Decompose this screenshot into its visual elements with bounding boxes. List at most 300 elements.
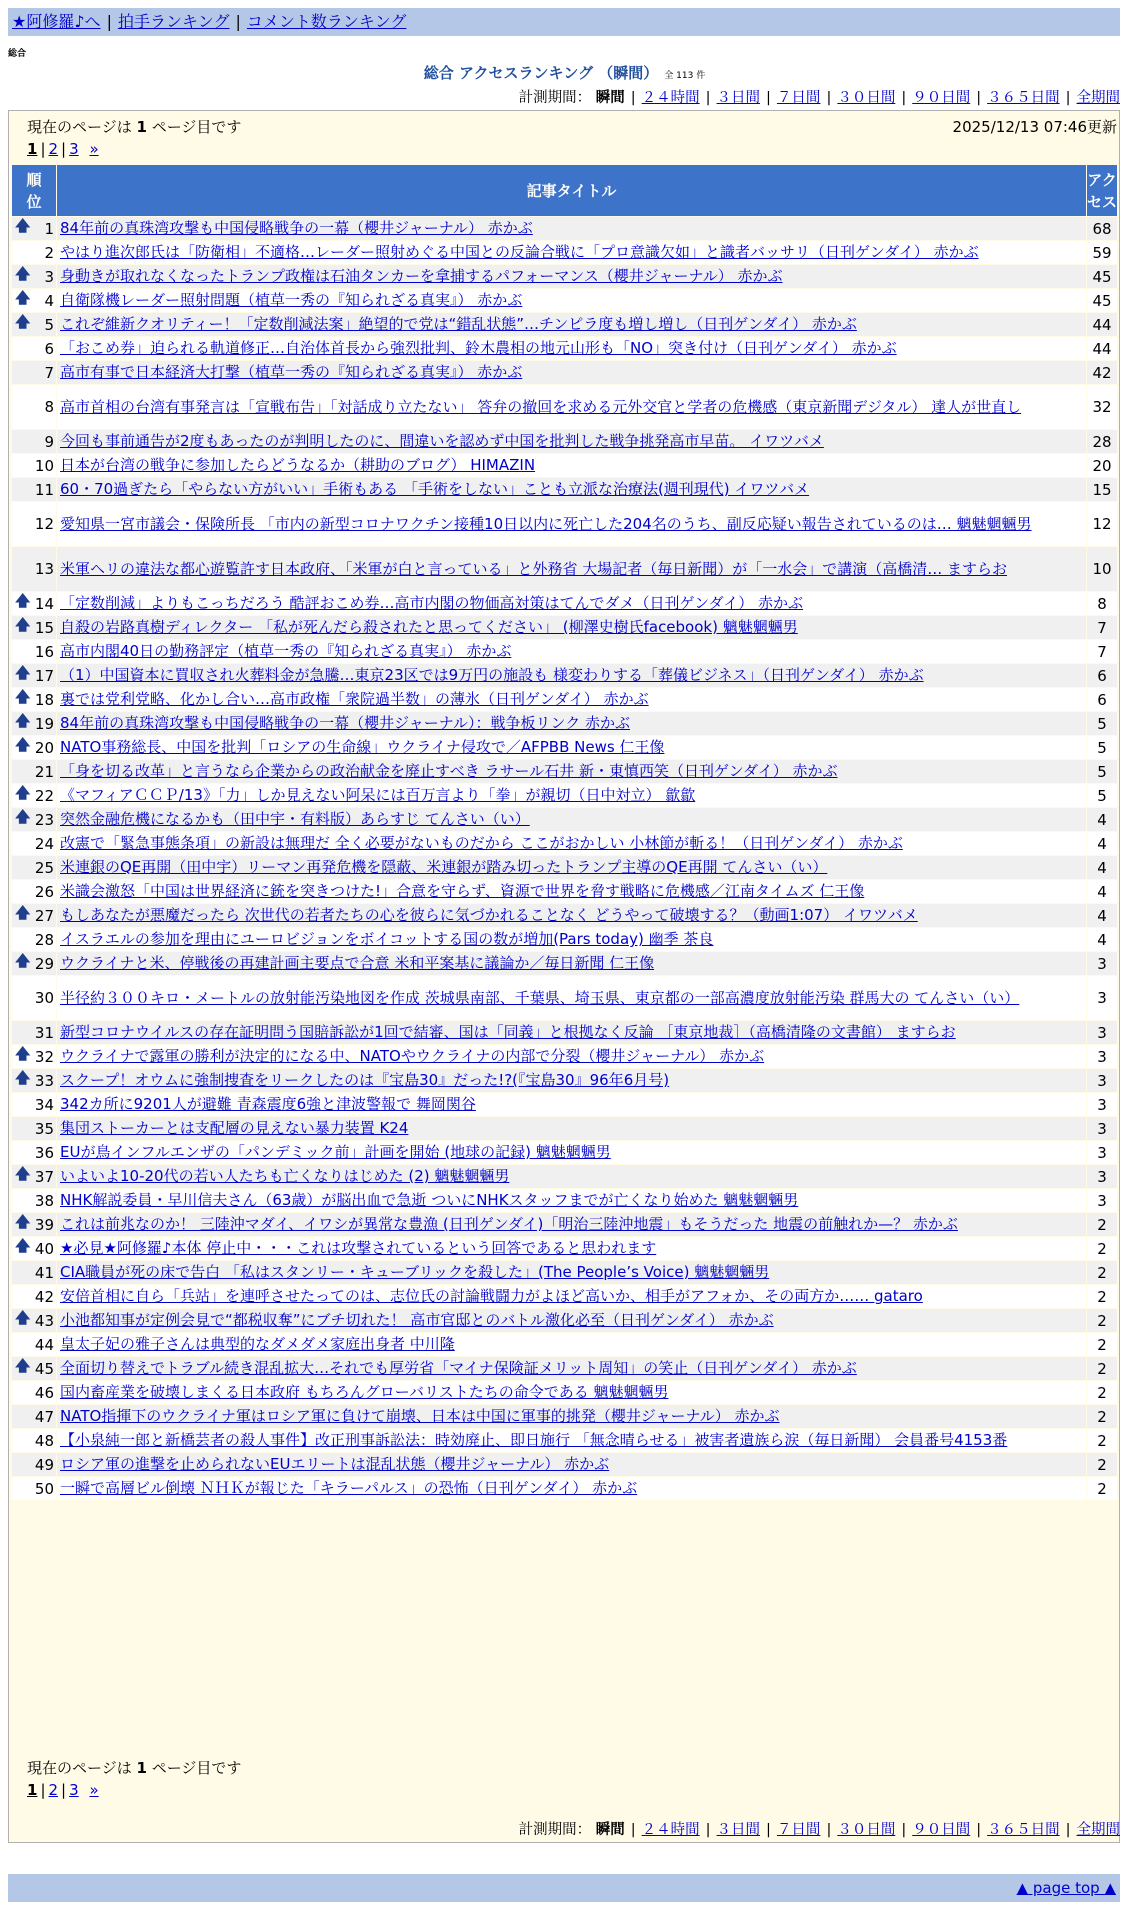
period-link-30d[interactable]: ３０日間 [837,90,896,106]
access-count: 2 [1087,1309,1117,1332]
ranking-panel [8,110,1120,1843]
access-count: 42 [1087,361,1117,384]
article-title-link[interactable]: 「定数削減」よりもこっちだろう 酷評おこめ券…高市内閣の物価高対策はてんでダメ（日刊ゲンダイ） 赤かぶ [60,594,804,612]
period-link-3d[interactable]: ３日間 [716,1822,761,1838]
applause-ranking-link[interactable]: 拍手ランキング [117,12,230,31]
nav-separator: | [106,12,112,31]
table-row [12,1429,1117,1452]
rank-number: 49 [34,1455,54,1474]
table-row [12,928,1117,951]
up-arrow-icon: 🡅 [15,1235,31,1254]
rank-cell [12,976,56,1020]
article-title-link[interactable]: ウクライナで露軍の勝利が決定的になる中、NATOやウクライナの内部で分裂（櫻井ジャーナル） 赤かぶ [60,1047,765,1065]
title-cell [57,241,1086,264]
rank-number: 35 [34,1119,54,1138]
rank-number: 7 [44,363,54,382]
access-count: 45 [1087,265,1117,288]
up-arrow-icon: 🡅 [15,1043,31,1062]
table-header-row [12,165,1117,216]
rank-number: 23 [34,810,54,829]
title-cell [57,385,1086,429]
home-link[interactable]: ★阿修羅♪へ [12,12,101,31]
article-title-link[interactable]: NATO指揮下のウクライナ軍はロシア軍に負けて崩壊、日本は中国に軍事的挑発（櫻井ジャーナル） 赤かぶ [60,1407,780,1425]
table-row [12,1021,1117,1044]
up-arrow-icon: 🡅 [15,1067,31,1086]
table-row [12,856,1117,879]
article-title-link[interactable]: 集団ストーカーとは支配層の見えない暴力装置 K24 [60,1119,409,1137]
rank-number: 36 [34,1143,54,1162]
period-separator: | [766,90,771,106]
rank-cell [12,784,56,807]
article-title-link[interactable]: 新型コロナウイルスの存在証明問う国賠訴訟が1回で結審、国は「同義」と根拠なく反論 ［東京地裁］（高橋清隆の文書館） ますらお [60,1023,956,1041]
rank-number: 1 [44,219,54,238]
rank-number: 17 [34,666,54,685]
pager-separator: | [40,1781,46,1799]
title-cell [57,712,1086,735]
rank-number: 13 [34,560,54,578]
title-cell [57,1141,1086,1164]
article-title-link[interactable]: いよいよ10-20代の若い人たちも亡くなりはじめた (2) 魑魅魍魎男 [60,1167,510,1185]
pager-link-3[interactable]: 3 [69,140,79,158]
pager-separator: | [61,1781,67,1799]
access-count: 3 [1087,1165,1117,1188]
up-arrow-icon: 🡅 [15,662,31,681]
article-title-link[interactable]: 高市首相の台湾有事発言は「宣戦布告」「対話成り立たない」 答弁の撤回を求める元外交官と学者の危機感（東京新聞デジタル） 達人が世直し [60,397,1022,416]
pager-next[interactable]: » [89,140,99,158]
access-count: 2 [1087,1357,1117,1380]
up-arrow-icon: 🡅 [15,287,31,306]
table-row [12,1141,1117,1164]
access-count: 5 [1087,712,1117,735]
period-separator: | [826,1822,832,1838]
article-title-link[interactable]: 突然金融危機になるかも（田中宇・有料版）あらすじ てんさい（い） [60,810,530,828]
up-arrow-icon: 🡅 [15,734,31,753]
title-cell [57,640,1086,663]
article-title-link[interactable]: 高市内閣40日の勤務評定（植草一秀の『知られざる真実』） 赤かぶ [60,642,512,660]
title-cell [57,337,1086,360]
rank-cell [12,313,56,336]
rank-cell [12,952,56,975]
period-link-3d[interactable]: ３日間 [716,90,761,106]
period-label: 計測期間： [518,90,592,106]
ranking-table-body [12,217,1117,1500]
page-info-top [27,116,241,137]
title-cell [57,1261,1086,1284]
rank-number: 10 [34,456,54,475]
rank-cell [12,1069,56,1092]
article-title-link[interactable]: 米識会激怒「中国は世界経済に銃を突きつけた!」合意を守らず、資源で世界を脅す戦略に危機感／江南タイムズ 仁王像 [60,882,865,900]
access-count: 4 [1087,928,1117,951]
period-separator: | [630,90,636,106]
table-row [12,832,1117,855]
access-count: 2 [1087,1405,1117,1428]
title-cell [57,1357,1086,1380]
updated-timestamp: 2025/12/13 07:46更新 [952,118,1117,136]
table-row [12,616,1117,639]
rank-number: 31 [34,1023,54,1042]
rank-number: 29 [34,954,54,973]
up-arrow-icon: 🡅 [15,950,31,969]
article-title-link[interactable]: ロシア軍の進撃を止められないEUエリートは混乱状態（櫻井ジャーナル） 赤かぶ [60,1455,610,1473]
rank-cell [12,1381,56,1404]
rank-number: 20 [34,738,54,757]
table-row [12,1093,1117,1116]
access-count: 5 [1087,760,1117,783]
table-row [12,337,1117,360]
table-row [12,454,1117,477]
period-link-all[interactable]: 全期間 [1076,90,1120,106]
nav-separator: | [235,12,241,31]
article-title-link[interactable]: NATO事務総長、中国を批判「ロシアの生命線」ウクライナ侵攻で／AFPBB News 仁王像 [60,738,665,756]
rank-cell [12,832,56,855]
article-title-link[interactable]: やはり進次郎氏は「防衛相」不適格…レーダー照射めぐる中国との反論合戦に「プロ意識欠如」と識者バッサリ（日刊ゲンダイ） 赤かぶ [60,243,979,261]
title-cell [57,1165,1086,1188]
rank-cell [12,361,56,384]
article-title-link[interactable]: 日本が台湾の戦争に参加したらどうなるか（耕助のブログ） HIMAZIN [60,456,536,474]
title-cell [57,361,1086,384]
article-title-link[interactable]: 国内畜産業を破壊しまくる日本政府 もちろんグローバリストたちの命令である 魑魅魍魎男 [60,1383,669,1401]
page-info-suffix: ページ目です [151,118,242,136]
article-title-link[interactable]: これは前兆なのか！ 三陸沖マダイ、イワシが異常な豊漁 (日刊ゲンダイ)「明治三陸沖地震」もそうだった 地震の前触れか—？ 赤かぶ [60,1215,958,1233]
title-cell [57,1189,1086,1212]
rank-number: 34 [34,1095,54,1114]
table-row [12,1165,1117,1188]
rank-number: 43 [34,1311,54,1330]
access-count: 2 [1087,1477,1117,1500]
rank-cell [12,1093,56,1116]
rank-cell [12,1477,56,1500]
rank-cell [12,664,56,687]
period-link-90d[interactable]: ９０日間 [912,1822,971,1838]
period-selector-top [519,86,1120,107]
article-title-link[interactable]: もしあなたが悪魔だったら 次世代の若者たちの心を彼らに気づかれることなく どうやって破壊する？（動画1:07） イワツバメ [60,906,918,924]
access-count: 59 [1087,241,1117,264]
table-row [12,1333,1117,1356]
access-count: 2 [1087,1333,1117,1356]
article-title-link[interactable]: CIA職員が死の床で告白 「私はスタンリー・キューブリックを殺した」(The People’s Voice) 魑魅魍魎男 [60,1263,770,1281]
article-title-link[interactable]: 米軍ヘリの違法な都心遊覧許す日本政府、「米軍が白と言っている」と外務省 大場記者（毎日新聞）が「一水会」で講演（高橋清… ますらお [60,559,1008,578]
table-row [12,664,1117,687]
article-title-link[interactable]: 皇太子妃の雅子さんは典型的なダメダメ家庭出身者 中川隆 [60,1335,455,1353]
access-count: 4 [1087,904,1117,927]
access-count: 20 [1087,454,1117,477]
table-row [12,688,1117,711]
rank-cell [12,928,56,951]
title-cell [57,1213,1086,1236]
access-count: 2 [1087,1285,1117,1308]
rank-cell [12,478,56,501]
up-arrow-icon: 🡅 [15,710,31,729]
up-arrow-icon: 🡅 [15,686,31,705]
rank-number: 39 [34,1215,54,1234]
period-link-365d[interactable]: ３６５日間 [987,1822,1060,1838]
title-cell [57,1309,1086,1332]
title-cell [57,1069,1086,1092]
table-row [12,1045,1117,1068]
column-header-title: 記事タイトル [57,165,1086,216]
article-title-link[interactable]: 「おこめ券」迫られる軌道修正…自治体首長から強烈批判、鈴木農相の地元山形も「NO」突き付け（日刊ゲンダイ） 赤かぶ [60,339,897,357]
page-info-prefix: 現在のページは [27,1759,132,1777]
access-count: 45 [1087,289,1117,312]
period-separator: | [901,90,907,106]
pager-link-3[interactable]: 3 [69,1781,79,1799]
period-link-365d[interactable]: ３６５日間 [987,90,1060,106]
article-title-link[interactable]: 高市有事で日本経済大打撃（植草一秀の『知られざる真実』） 赤かぶ [60,363,523,381]
rank-number: 4 [44,291,54,310]
table-row [12,1117,1117,1140]
article-title-link[interactable]: ウクライナと米、停戦後の再建計画主要点で合意 米和平案基に議論か／毎日新聞 仁王像 [60,954,655,972]
rank-number: 2 [44,243,54,262]
table-row [12,808,1117,831]
article-title-link[interactable]: 改憲で「緊急事態条項」の新設は無理だ 全く必要がないものだから ここがおかしい 小林節が斬る！（日刊ゲンダイ） 赤かぶ [60,834,903,852]
pager-separator: | [61,140,67,158]
period-link-7d[interactable]: ７日間 [776,1822,821,1838]
period-label: 計測期間： [518,1822,592,1838]
title-cell [57,592,1086,615]
pager-next[interactable]: » [89,1781,99,1799]
table-row [12,265,1117,288]
access-count: 4 [1087,832,1117,855]
access-count: 44 [1087,337,1117,360]
article-title-link[interactable]: 自殺の岩路真樹ディレクター 「私が死んだら殺されたと思ってください」 (柳澤史樹氏facebook) 魑魅魍魎男 [60,618,798,636]
up-arrow-icon: 🡅 [15,782,31,801]
rank-cell [12,904,56,927]
table-row [12,502,1117,546]
rank-cell [12,1309,56,1332]
rank-number: 47 [34,1407,54,1426]
access-count: 7 [1087,640,1117,663]
article-title-link[interactable]: 「身を切る改革」と言うなら企業からの政治献金を廃止すべき ラサール石井 新・東慎西笑（日刊ゲンダイ） 赤かぶ [60,762,838,780]
title-cell [57,976,1086,1020]
column-header-rank: 順 位 [12,165,56,216]
access-count: 2 [1087,1261,1117,1284]
title-cell [57,928,1086,951]
rank-cell [12,1333,56,1356]
title-cell [57,904,1086,927]
rank-cell [12,1453,56,1476]
rank-cell [12,880,56,903]
article-title-link[interactable]: イスラエルの参加を理由にユーロビジョンをボイコットする国の数が増加(Pars today) 幽季 茶良 [60,930,714,948]
article-title-link[interactable]: 84年前の真珠湾攻撃も中国侵略戦争の一幕（櫻井ジャーナル）：戦争板リンク 赤かぶ [60,714,631,732]
rank-cell [12,712,56,735]
table-row [12,430,1117,453]
rank-cell [12,1261,56,1284]
table-row [12,1453,1117,1476]
rank-number: 21 [34,762,54,781]
period-link-all[interactable]: 全期間 [1076,1822,1120,1838]
article-title-link[interactable]: EUが鳥インフルエンザの「パンデミック前」計画を開始 (地球の記録) 魑魅魍魎男 [60,1143,611,1161]
access-count: 6 [1087,688,1117,711]
up-arrow-icon: 🡅 [15,590,31,609]
access-count: 28 [1087,430,1117,453]
title-cell [57,736,1086,759]
pager-separator: | [40,140,46,158]
pager-link-2[interactable]: 2 [48,140,59,158]
rank-cell [12,760,56,783]
title-cell [57,1093,1086,1116]
rank-cell [12,1045,56,1068]
table-row [12,1189,1117,1212]
page-top-link[interactable]: ▲ page top ▲ [1016,1879,1116,1897]
access-count: 5 [1087,736,1117,759]
pager-current: 1 [27,1781,38,1799]
article-title-link[interactable]: 【小泉純一郎と新橋芸者の殺人事件】改正刑事訴訟法：時効廃止、即日施行 「無念晴らせる」被害者遺族ら涙（毎日新聞） 会員番号4153番 [60,1431,1008,1449]
rank-number: 42 [34,1287,54,1306]
comment-ranking-link[interactable]: コメント数ランキング [246,12,407,31]
article-title-link[interactable]: 身動きが取れなくなったトランプ政権は石油タンカーを拿捕するパフォーマンス（櫻井ジャーナル） 赤かぶ [60,267,783,285]
rank-cell [12,502,56,546]
rank-cell [12,736,56,759]
access-count: 3 [1087,1141,1117,1164]
article-title-link[interactable]: 安倍首相に自ら「兵站」を連呼させたってのは、志位氏の討論戦闘力がよほど高いか、相手がアフォか、その両方か…… gataro [60,1287,923,1305]
table-row [12,1381,1117,1404]
rank-cell [12,592,56,615]
rank-cell [12,430,56,453]
table-row [12,904,1117,927]
table-row [12,361,1117,384]
title-cell [57,688,1086,711]
title-cell [57,1117,1086,1140]
rank-cell [12,856,56,879]
up-arrow-icon: 🡅 [15,902,31,921]
article-title-link[interactable]: 小池都知事が定例会見で“都税収奪”にブチ切れた！ 高市官邸とのバトル激化必至（日刊ゲンダイ） 赤かぶ [60,1311,774,1329]
rank-number: 45 [34,1359,54,1378]
table-row [12,1069,1117,1092]
article-title-link[interactable]: 半径約３００キロ・メートルの放射能汚染地図を作成 茨城県南部、千葉県、埼玉県、東京都の一部高濃度放射能汚染 群馬大の てんさい（い） [60,988,1020,1007]
title-cell [57,880,1086,903]
rank-number: 37 [34,1167,54,1186]
article-title-link[interactable]: これぞ維新クオリティー！「定数削減法案」絶望的で党は“錯乱状態”…チンピラ度も増し増し（日刊ゲンダイ） 赤かぶ [60,315,857,333]
access-count: 4 [1087,808,1117,831]
table-row [12,1237,1117,1260]
rank-cell [12,1117,56,1140]
title-cell [57,616,1086,639]
article-title-link[interactable]: 米連銀のQE再開（田中宇）リーマン再発危機を隠蔽、米連銀が踏み切ったトランプ主導のQE再開 てんさい（い） [60,858,828,876]
access-count: 8 [1087,592,1117,615]
access-count: 3 [1087,1093,1117,1116]
table-row [12,712,1117,735]
title-cell [57,664,1086,687]
title-cell [57,1237,1086,1260]
access-count: 68 [1087,217,1117,240]
page-info-bottom [27,1757,241,1778]
rank-number: 33 [34,1071,54,1090]
page-info-number: 1 [136,118,147,136]
rank-cell [12,808,56,831]
title-cell [57,313,1086,336]
access-count: 3 [1087,952,1117,975]
table-row [12,784,1117,807]
rank-number: 16 [34,642,54,661]
access-count: 4 [1087,856,1117,879]
title-cell [57,547,1086,591]
rank-number: 32 [34,1047,54,1066]
title-cell [57,952,1086,975]
title-cell [57,265,1086,288]
table-row [12,478,1117,501]
rank-cell [12,265,56,288]
page-title-text: 総合 アクセスランキング （瞬間） [423,64,659,82]
article-title-link[interactable]: 愛知県一宮市議会・保険所長 「市内の新型コロナワクチン接種10日以内に死亡した204名のうち、副反応疑い報告されているのは… 魑魅魍魎男 [60,514,1032,533]
page-info-prefix: 現在のページは [27,118,132,136]
rank-cell [12,241,56,264]
period-link-90d[interactable]: ９０日間 [912,90,971,106]
access-count: 6 [1087,664,1117,687]
rank-cell [12,1357,56,1380]
access-count: 32 [1087,385,1117,429]
rank-number: 26 [34,882,54,901]
period-link-7d[interactable]: ７日間 [776,90,821,106]
access-count: 5 [1087,784,1117,807]
up-arrow-icon: 🡅 [15,311,31,330]
article-title-link[interactable]: 60・70過ぎたら「やらない方がいい」手術もある 「手術をしない」ことも立派な治療法(週刊現代) イワツバメ [60,480,810,498]
period-link-24h[interactable]: ２４時間 [641,90,700,106]
table-row [12,1261,1117,1284]
rank-number: 30 [34,989,54,1007]
article-title-link[interactable]: 《マフィアＣＣＰ/13》「力」しか見えない阿呆には百万言より「拳」が親切（日中対立） 歙歙 [60,786,696,804]
table-row [12,1213,1117,1236]
article-title-link[interactable]: ★必見★阿修羅♪本体 停止中・・・これは攻撃されているという回答であると思われます [60,1239,657,1257]
rank-number: 22 [34,786,54,805]
access-count: 2 [1087,1453,1117,1476]
access-count: 4 [1087,880,1117,903]
access-count: 2 [1087,1237,1117,1260]
title-cell [57,1381,1086,1404]
pager-bottom [27,1781,99,1799]
pager-top [27,140,99,158]
article-title-link[interactable]: NHK解説委員・早川信夫さん（63歳）が脳出血で急逝 ついにNHKスタッフまでが亡くなり始めた 魑魅魍魎男 [60,1191,799,1209]
article-title-link[interactable]: 自衛隊機レーダー照射問題（植草一秀の『知られざる真実』） 赤かぶ [60,291,523,309]
title-cell [57,760,1086,783]
table-row [12,1477,1117,1500]
rank-number: 50 [34,1479,54,1498]
table-row [12,1309,1117,1332]
title-cell [57,808,1086,831]
article-title-link[interactable]: 84年前の真珠湾攻撃も中国侵略戦争の一幕（櫻井ジャーナル） 赤かぶ [60,219,533,237]
rank-cell [12,1189,56,1212]
access-count: 15 [1087,478,1117,501]
title-cell [57,454,1086,477]
period-link-30d[interactable]: ３０日間 [837,1822,896,1838]
rank-cell [12,547,56,591]
article-title-link[interactable]: 全面切り替えでトラブル続き混乱拡大…それでも厚労省「マイナ保険証メリット周知」の笑止（日刊ゲンダイ） 赤かぶ [60,1359,857,1377]
rank-number: 6 [44,339,54,358]
rank-number: 48 [34,1431,54,1450]
rank-cell [12,1141,56,1164]
rank-cell [12,337,56,360]
title-cell [57,1333,1086,1356]
article-title-link[interactable]: スクープ！オウムに強制捜査をリークしたのは『宝島30』だった!?(『宝島30』96年6月号) [60,1071,670,1089]
period-separator: | [976,90,982,106]
title-cell [57,784,1086,807]
article-title-link[interactable]: 342カ所に9201人が避難 青森震度6強と津波警報で 舞岡関谷 [60,1095,476,1113]
period-separator: | [901,1822,907,1838]
title-cell [57,1045,1086,1068]
access-count: 2 [1087,1429,1117,1452]
article-title-link[interactable]: 一瞬で高層ビル倒壊 ＮＨＫが報じた「キラーパルス」の恐怖（日刊ゲンダイ） 赤かぶ [60,1479,638,1497]
title-cell [57,1405,1086,1428]
rank-cell [12,640,56,663]
article-title-link[interactable]: （1）中国資本に買収され火葬料金が急騰…東京23区では9万円の施設も 様変わりする「葬儀ビジネス」（日刊ゲンダイ） 赤かぶ [60,666,924,684]
up-arrow-icon: 🡅 [15,614,31,633]
pager-link-2[interactable]: 2 [48,1781,59,1799]
period-link-24h[interactable]: ２４時間 [641,1822,700,1838]
article-title-link[interactable]: 裏では党利党略、化かし合い…高市政権「衆院過半数」の薄氷（日刊ゲンダイ） 赤かぶ [60,690,649,708]
access-count: 2 [1087,1381,1117,1404]
page-info-number: 1 [136,1759,147,1777]
article-title-link[interactable]: 今回も事前通告が2度もあったのが判明したのに、間違いを認めず中国を批判した戦争挑発高市早苗。 イワツバメ [60,432,824,450]
rank-cell [12,1285,56,1308]
